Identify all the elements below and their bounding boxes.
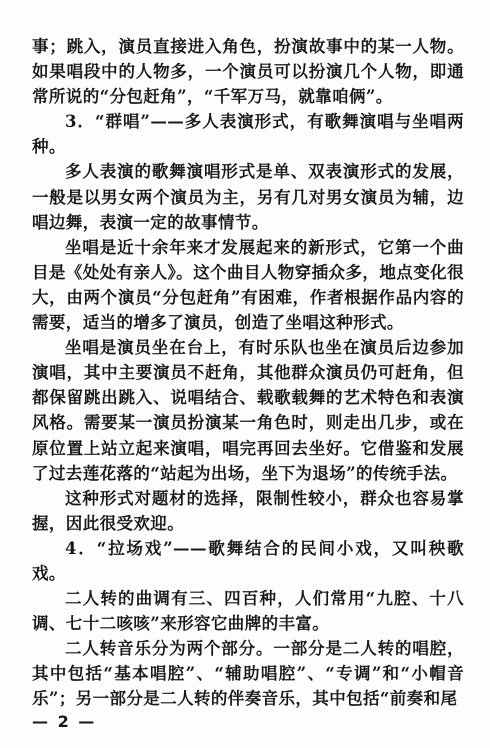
paragraph-music-parts: 二人转音乐分为两个部分。一部分是二人转的唱腔，其中包括“基本唱腔”、“辅助唱腔”、“专调”和“小帽音乐”；另一部分是二人转的伴奏音乐，其中包括“前奏和尾 [32,639,464,709]
section-heading-group-singing: 3．“群唱”——多人表演形式，有歌舞演唱与坐唱两种。 [32,112,464,157]
body-text [32,34,464,712]
paragraph-sitting-singing-origin: 坐唱是近十余年来才发展起来的新形式，它第一个曲目是《处处有亲人》。这个曲目人物穿插众多，地点变化很大，由两个演员“分包赶角”有困难，作者根据作品内容的需要，适当的增多了演员，创造了坐唱这种形式。 [32,237,464,333]
page-number: — 2 — [32,712,97,731]
paragraph-group-performance: 多人表演的歌舞演唱形式是单、双表演形式的发展，一般是以男女两个演员为主，另有几对男女演员为辅，边唱边舞，表演一定的故事情节。 [32,162,464,232]
paragraph-continuation: 事；跳入，演员直接进入角色，扮演故事中的某一人物。如果唱段中的人物多，一个演员可以扮演几个人物，即通常所说的“分包赶角”，“千军万马，就靠咱俩”。 [32,37,464,107]
section-heading-lachang-opera: 4．“拉场戏”——歌舞结合的民间小戏，又叫秧歌戏。 [32,538,464,583]
paragraph-form-advantages: 这种形式对题材的选择，限制性较小，群众也容易掌握，因此很受欢迎。 [32,488,464,533]
paragraph-sitting-singing-method: 坐唱是演员坐在台上，有时乐队也坐在演员后边参加演唱，其中主要演员不赶角，其他群众演员仍可赶角，但都保留跳出跳入、说唱结合、载歌载舞的艺术特色和表演风格。需要某一演员扮演某一角色时，则走出几步，或在原位置上站立起来演唱，唱完再回去坐好。它借鉴和发展了过去莲花落的“站起为出场，坐下为退场”的传统手法。 [32,338,464,483]
paragraph-tune-count: 二人转的曲调有三、四百种，人们常用“九腔、十八调、七十二咳咳”来形容它曲牌的丰富。 [32,589,464,634]
